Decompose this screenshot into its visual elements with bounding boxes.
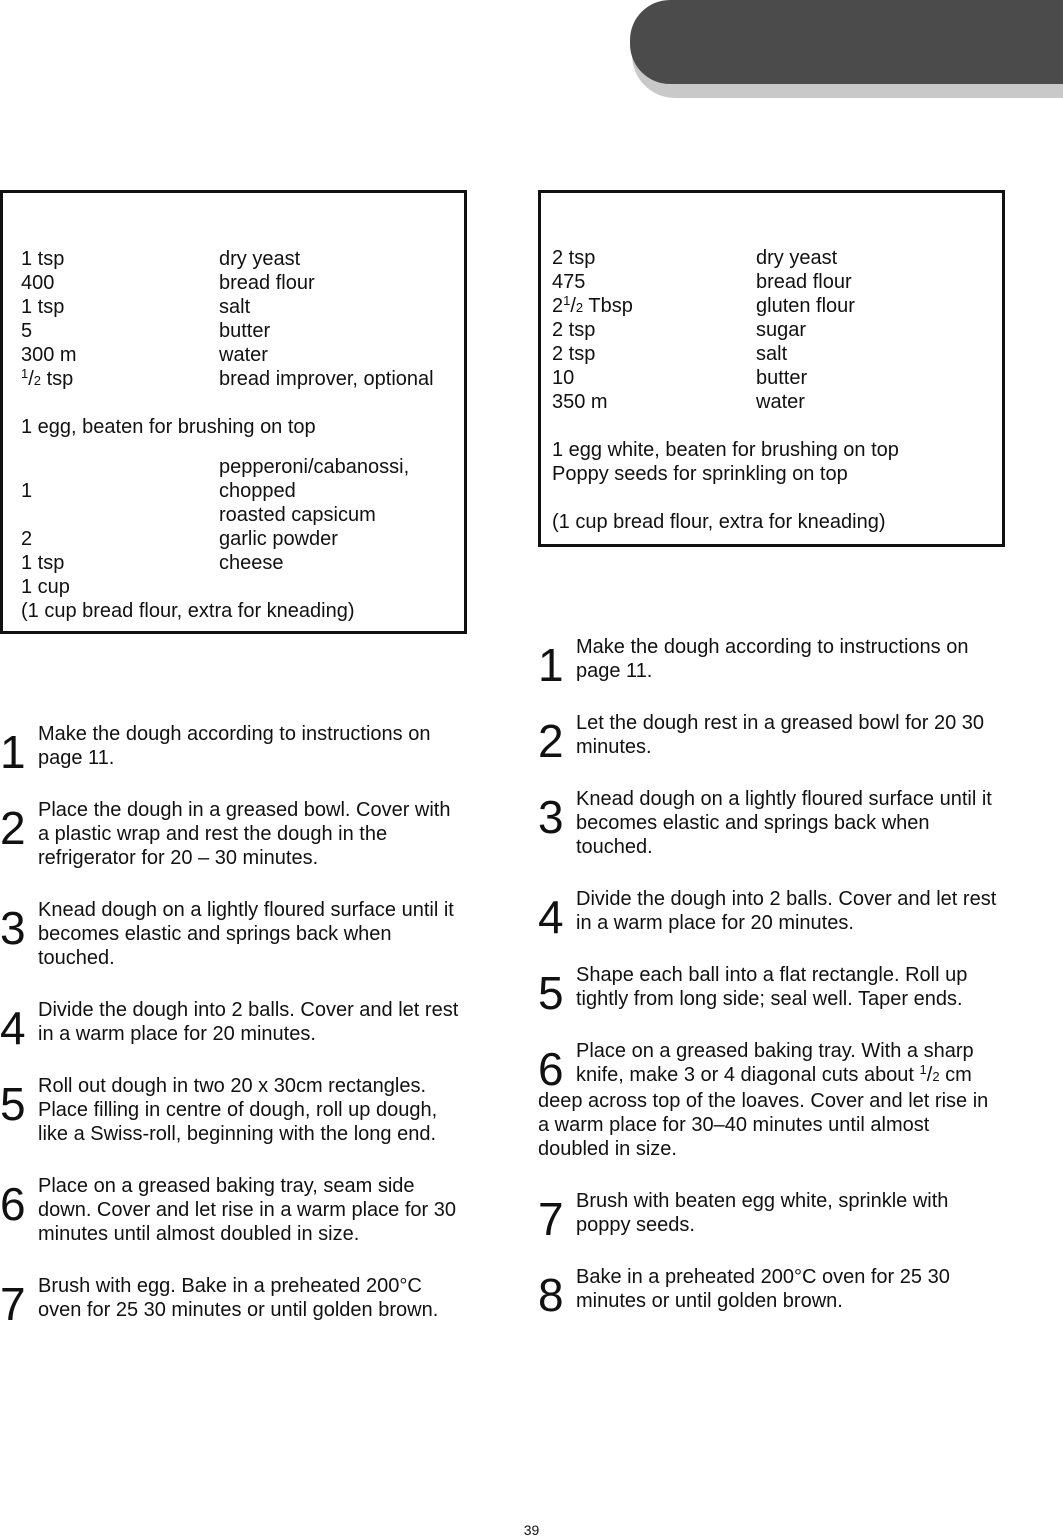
step-text: Divide the dough into 2 balls. Cover and let rest in a warm place for 20 minutes. xyxy=(38,999,459,1045)
step-number: 3 xyxy=(0,902,26,954)
ingredient-item: sugar xyxy=(756,319,807,341)
poppy-line: Poppy seeds for sprinkling on top xyxy=(552,463,848,485)
step-text: Brush with egg. Bake in a preheated 200°C oven for 25 30 minutes or until golden brown. xyxy=(38,1275,439,1321)
ingredient-qty xyxy=(552,294,756,318)
ingredient-row xyxy=(552,390,1002,414)
fraction: $^1$/2 xyxy=(563,293,584,317)
filling-qty: 1 tsp xyxy=(21,552,65,574)
filling-row xyxy=(21,551,464,575)
method-step xyxy=(538,1039,1000,1161)
step-number: 7 xyxy=(538,1193,564,1245)
egg-line: 1 egg, beaten for brushing on top xyxy=(21,416,316,438)
ingredient-qty: 2 tsp xyxy=(552,343,596,365)
ingredient-qty: 400 xyxy=(21,272,55,294)
filling-qty xyxy=(21,455,219,479)
ingredient-row xyxy=(552,366,1002,390)
step-text: Place on a greased baking tray, seam side down. Cover and let rise in a warm place for 30 minutes until almost doubled in size. xyxy=(38,1175,456,1245)
ingredient-item: gluten flour xyxy=(756,295,855,317)
ingredient-row xyxy=(21,367,464,391)
ingredient-item: water xyxy=(219,344,268,366)
ingredient-unit: tsp xyxy=(41,368,74,390)
page-number: 39 xyxy=(523,1522,540,1538)
ingredient-qty: 350 m xyxy=(552,391,608,413)
step-number: 1 xyxy=(538,639,564,691)
extra-flour-line: (1 cup bread flour, extra for kneading) xyxy=(21,600,355,622)
step-number: 6 xyxy=(0,1178,26,1230)
step-number: 1 xyxy=(0,726,26,778)
ingredient-item: dry yeast xyxy=(756,247,838,269)
step-text: Roll out dough in two 20 x 30cm rectangles. Place filling in centre of dough, roll up dough, like a Swiss-roll, beginning with the long end. xyxy=(38,1075,438,1145)
ingredient-item: bread flour xyxy=(219,272,315,294)
step-text: Place the dough in a greased bowl. Cover with a plastic wrap and rest the dough in the refrigerator for 20 – 30 minutes. xyxy=(38,799,451,869)
step-number: 2 xyxy=(0,802,26,854)
ingredient-qty: 5 xyxy=(21,320,33,342)
method-2 xyxy=(538,635,1000,1341)
ingredient-item: salt xyxy=(219,296,251,318)
step-text: Bake in a preheated 200°C oven for 25 30 minutes or until golden brown. xyxy=(576,1266,950,1312)
ingredient-qty: 1 tsp xyxy=(21,248,65,270)
step-text: Divide the dough into 2 balls. Cover and let rest in a warm place for 20 minutes. xyxy=(576,888,997,934)
header-tab xyxy=(630,0,1063,84)
ingredient-item: water xyxy=(756,391,805,413)
ingredient-item: bread improver, optional xyxy=(219,368,434,390)
step-text: Let the dough rest in a greased bowl for 20 30 minutes. xyxy=(576,712,985,758)
ingredient-qty: 10 xyxy=(552,367,575,389)
ingredient-qty xyxy=(21,367,219,391)
ingredient-row xyxy=(21,247,464,271)
ingredient-row xyxy=(552,270,1002,294)
filling-row xyxy=(21,575,464,599)
filling-qty: 1 xyxy=(21,480,33,502)
ingredient-row xyxy=(552,246,1002,270)
method-step xyxy=(0,998,462,1054)
step-text: Brush with beaten egg white, sprinkle with poppy seeds. xyxy=(576,1190,949,1236)
ingredient-row xyxy=(21,319,464,343)
method-step xyxy=(0,798,462,870)
ingredient-row xyxy=(21,295,464,319)
ingredient-row xyxy=(21,271,464,295)
method-step xyxy=(0,1074,462,1146)
ingredient-row xyxy=(552,318,1002,342)
step-text: Place on a greased baking tray. With a sharp knife, make 3 or 4 diagonal cuts about xyxy=(576,1040,974,1086)
step-text: Knead dough on a lightly floured surface until it becomes elastic and springs back when touched. xyxy=(38,899,454,969)
ingredient-whole: 2 xyxy=(552,295,564,317)
filling-row xyxy=(21,455,464,479)
ingredient-qty: 475 xyxy=(552,271,586,293)
filling-row xyxy=(21,479,464,503)
method-step xyxy=(538,887,1000,943)
step-number: 4 xyxy=(0,1002,26,1054)
step-text: Make the dough according to instructions on page 11. xyxy=(38,723,431,769)
ingredient-qty: 1 tsp xyxy=(21,296,65,318)
method-step xyxy=(538,1189,1000,1245)
fraction: $^1$/2 xyxy=(919,1062,940,1086)
method-step xyxy=(0,1274,462,1330)
method-step xyxy=(538,787,1000,859)
step-number: 2 xyxy=(538,715,564,767)
ingredient-qty: 300 m xyxy=(21,344,77,366)
step-number: 4 xyxy=(538,891,564,943)
step-number: 5 xyxy=(538,967,564,1019)
step-text-cont: cm deep across top of the loaves. Cover and let rise in a warm place for 30–40 minutes until almost doubled in size. xyxy=(538,1064,989,1160)
method-1 xyxy=(0,722,462,1350)
ingredient-item: salt xyxy=(756,343,788,365)
filling-qty: 1 cup xyxy=(21,576,70,598)
filling-qty xyxy=(21,503,219,527)
step-number: 5 xyxy=(0,1078,26,1130)
filling-item: roasted capsicum xyxy=(219,504,376,526)
step-number: 7 xyxy=(0,1278,26,1330)
method-step xyxy=(0,722,462,778)
ingredient-qty: 2 tsp xyxy=(552,247,596,269)
fraction: $^1$/2 xyxy=(21,366,42,390)
filling-row xyxy=(21,503,464,527)
step-text: Shape each ball into a flat rectangle. Roll up tightly from long side; seal well. Taper ends. xyxy=(576,964,968,1010)
ingredient-item: dry yeast xyxy=(219,248,301,270)
ingredient-item: bread flour xyxy=(756,271,852,293)
ingredient-row xyxy=(552,294,1002,318)
ingredient-unit: Tbsp xyxy=(583,295,633,317)
filling-item: pepperoni/cabanossi, xyxy=(219,456,410,478)
ingredient-item: butter xyxy=(756,367,808,389)
ingredient-row xyxy=(21,343,464,367)
ingredient-qty: 2 tsp xyxy=(552,319,596,341)
ingredients-box-2 xyxy=(538,190,1005,547)
egg-line: 1 egg white, beaten for brushing on top xyxy=(552,439,899,461)
ingredient-row xyxy=(552,342,1002,366)
method-step xyxy=(0,1174,462,1246)
method-step xyxy=(538,635,1000,691)
filling-row xyxy=(21,527,464,551)
step-text: Knead dough on a lightly floured surface until it becomes elastic and springs back when touched. xyxy=(576,788,992,858)
step-number: 3 xyxy=(538,791,564,843)
step-number: 6 xyxy=(538,1043,564,1095)
filling-item: cheese xyxy=(219,552,284,574)
filling-item: chopped xyxy=(219,480,296,502)
filling-item: garlic powder xyxy=(219,528,338,550)
method-step xyxy=(538,1265,1000,1321)
ingredients-box-1 xyxy=(0,190,467,634)
extra-flour-line: (1 cup bread flour, extra for kneading) xyxy=(552,511,886,533)
step-number: 8 xyxy=(538,1269,564,1321)
filling-qty: 2 xyxy=(21,528,33,550)
ingredient-item: butter xyxy=(219,320,271,342)
method-step xyxy=(0,898,462,970)
method-step xyxy=(538,711,1000,767)
step-text: Make the dough according to instructions on page 11. xyxy=(576,636,969,682)
method-step xyxy=(538,963,1000,1019)
